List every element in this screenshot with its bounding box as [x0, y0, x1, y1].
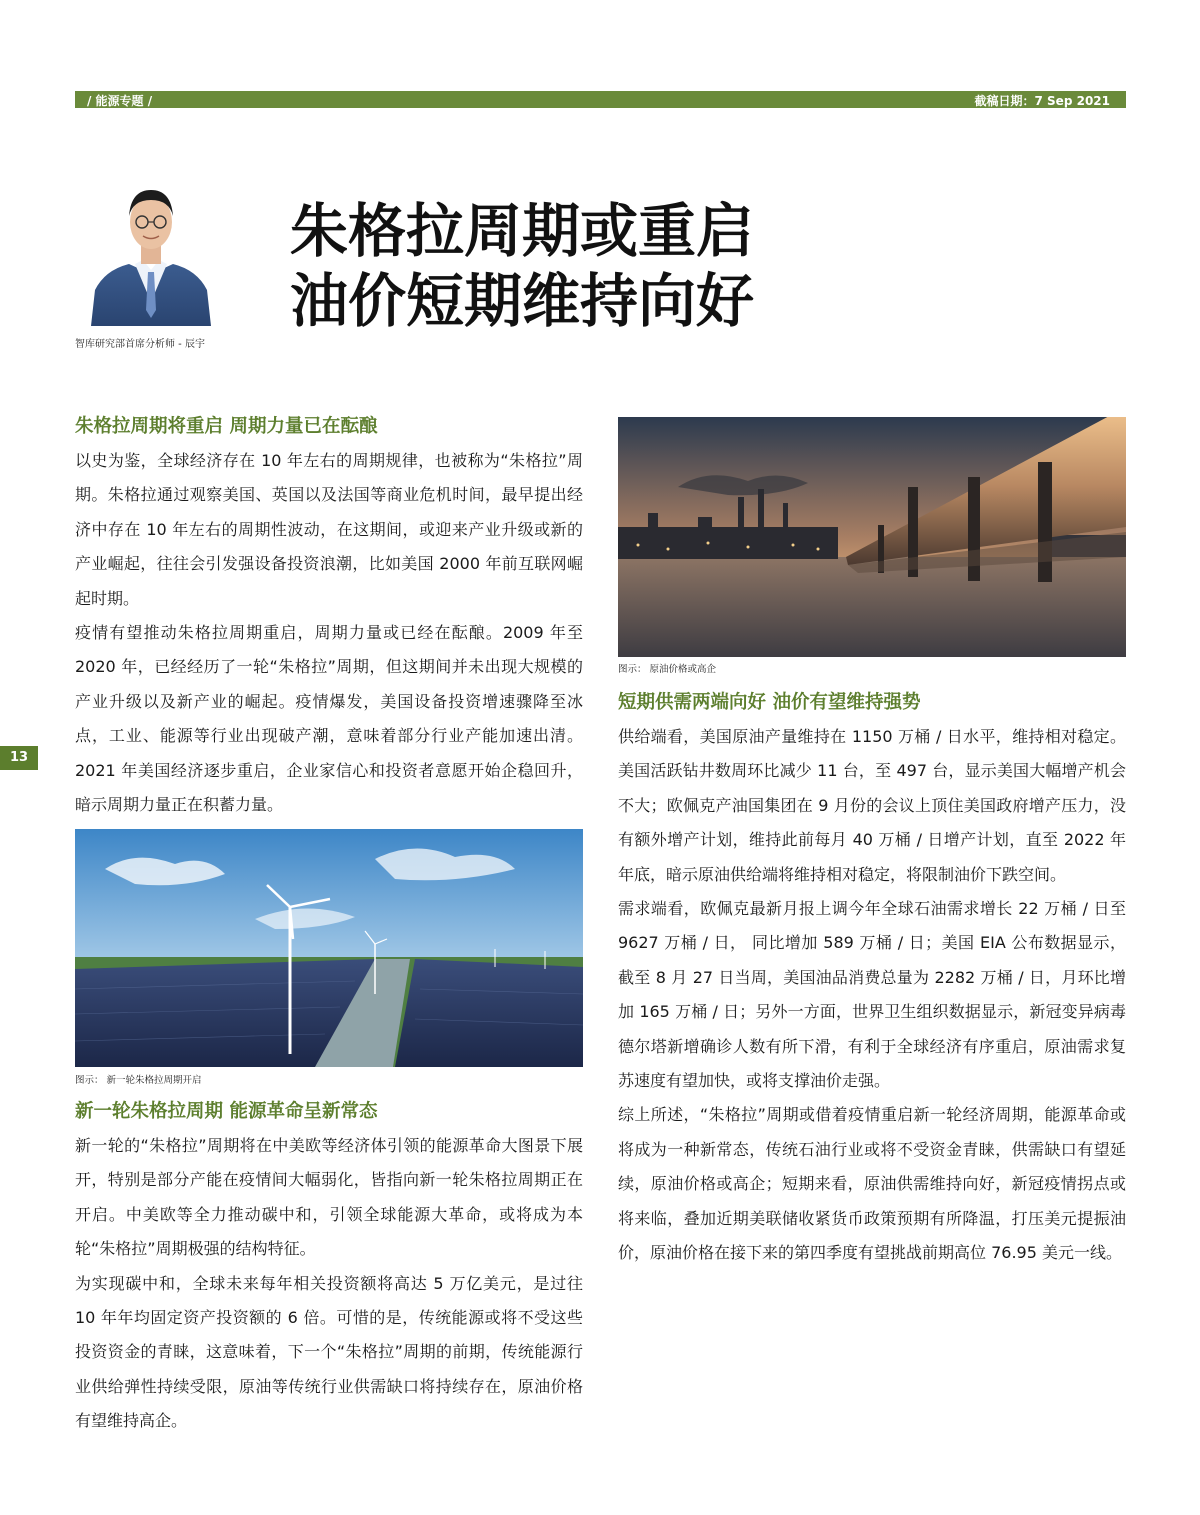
author-byline: 智库研究部首席分析师 - 辰宇 [75, 339, 205, 350]
paragraph: 需求端看，欧佩克最新月报上调今年全球石油需求增长 22 万桶 / 日至 9627 万桶 / 日， 同比增加 589 万桶 / 日；美国 EIA 公布数据显示，截至 8 月 27 日当周，美国油品消费总量为 2282 万桶 / 日，月环比增加 165 万桶 / 日；另外一方面，世界卫生组织数据显示，新冠变异病毒德尔塔新增确诊人数有所下滑，有利于全球经济有序重启，原油需求复苏速度有望加快，或将支撑油价走强。 [618, 899, 1126, 1091]
header-bar [75, 91, 1126, 108]
author-portrait [91, 178, 211, 326]
paragraph: 为实现碳中和，全球未来每年相关投资额将高达 5 万亿美元，是过往 10 年年均固定资产投资额的 6 倍。可惜的是，传统能源或将不受这些投资资金的青睐，这意味着，下一个“朱格拉”周期的前期，传统能源行业供给弹性持续受限，原油等传统行业供需缺口将持续存在，原油价格有望维持高企。 [75, 1273, 583, 1431]
left-column-top [75, 410, 583, 822]
paragraph: 综上所述，“朱格拉”周期或借着疫情重启新一轮经济周期，能源革命或将成为一种新常态，传统石油行业或将不受资金青睐，供需缺口有望延续，原油价格或高企；短期来看，原油供需维持向好，新冠疫情拐点或将来临，叠加近期美联储收紧货币政策预期有所降温，打压美元提振油价，原油价格在接下来的第四季度有望挑战前期高位 76.95 美元一线。 [618, 1105, 1126, 1263]
image-caption: 图示： 原油价格或高企 [618, 664, 717, 675]
section-heading-3: 短期供需两端向好 油价有望维持强势 [618, 692, 921, 713]
left-column-bottom [75, 1095, 583, 1439]
paragraph: 新一轮的“朱格拉”周期将在中美欧等经济体引领的能源革命大图景下展开，特别是部分产能在疫情间大幅弱化，皆指向新一轮朱格拉周期正在开启。中美欧等全力推动碳中和，引领全球能源大革命，或将成为本轮“朱格拉”周期极强的结构特征。 [75, 1136, 583, 1259]
section-heading-1: 朱格拉周期将重启 周期力量已在酝酿 [75, 416, 378, 437]
paragraph: 疫情有望推动朱格拉周期重启，周期力量或已经在酝酿。2009 年至 2020 年，已经经历了一轮“朱格拉”周期，但这期间并未出现大规模的产业升级以及新产业的崛起。疫情爆发，美国设备投资增速骤降至冰点，工业、能源等行业出现破产潮，意味着部分行业产能加速出清。2021 年美国经济逐步重启，企业家信心和投资者意愿开始企稳回升，暗示周期力量正在积蓄力量。 [75, 623, 583, 815]
section-heading-2: 新一轮朱格拉周期 能源革命呈新常态 [75, 1101, 378, 1122]
article-title [290, 196, 754, 336]
page-number: 13 [0, 746, 38, 770]
title-line-2: 油价短期维持向好 [290, 267, 755, 335]
deadline-date: 截稿日期：7 Sep 2021 [974, 94, 1110, 108]
paragraph: 以史为鉴，全球经济存在 10 年左右的周期规律，也被称为“朱格拉”周期。朱格拉通过观察美国、英国以及法国等商业危机时间，最早提出经济中存在 10 年左右的周期性波动，在这期间，或迎来产业升级或新的产业崛起，往往会引发强设备投资浪潮，比如美国 2000 年前互联网崛起时期。 [75, 451, 583, 608]
section-label: / 能源专题 / [87, 94, 153, 108]
title-line-1: 朱格拉周期或重启 [290, 197, 755, 265]
image-caption: 图示： 新一轮朱格拉周期开启 [75, 1075, 202, 1086]
oil-pipeline-photo [618, 417, 1126, 657]
paragraph: 供给端看，美国原油产量维持在 1150 万桶 / 日水平，维持相对稳定。美国活跃钻井数周环比减少 11 台，至 497 台，显示美国大幅增产机会不大；欧佩克产油国集团在 9 月份的会议上顶住美国政府增产压力，没有额外增产计划，维持此前每月 40 万桶 / 日增产计划，直至 2022 年年底，暗示原油供给端将维持相对稳定，将限制油价下跌空间。 [618, 727, 1126, 884]
wind-solar-photo [75, 829, 583, 1067]
right-column [618, 686, 1126, 1271]
